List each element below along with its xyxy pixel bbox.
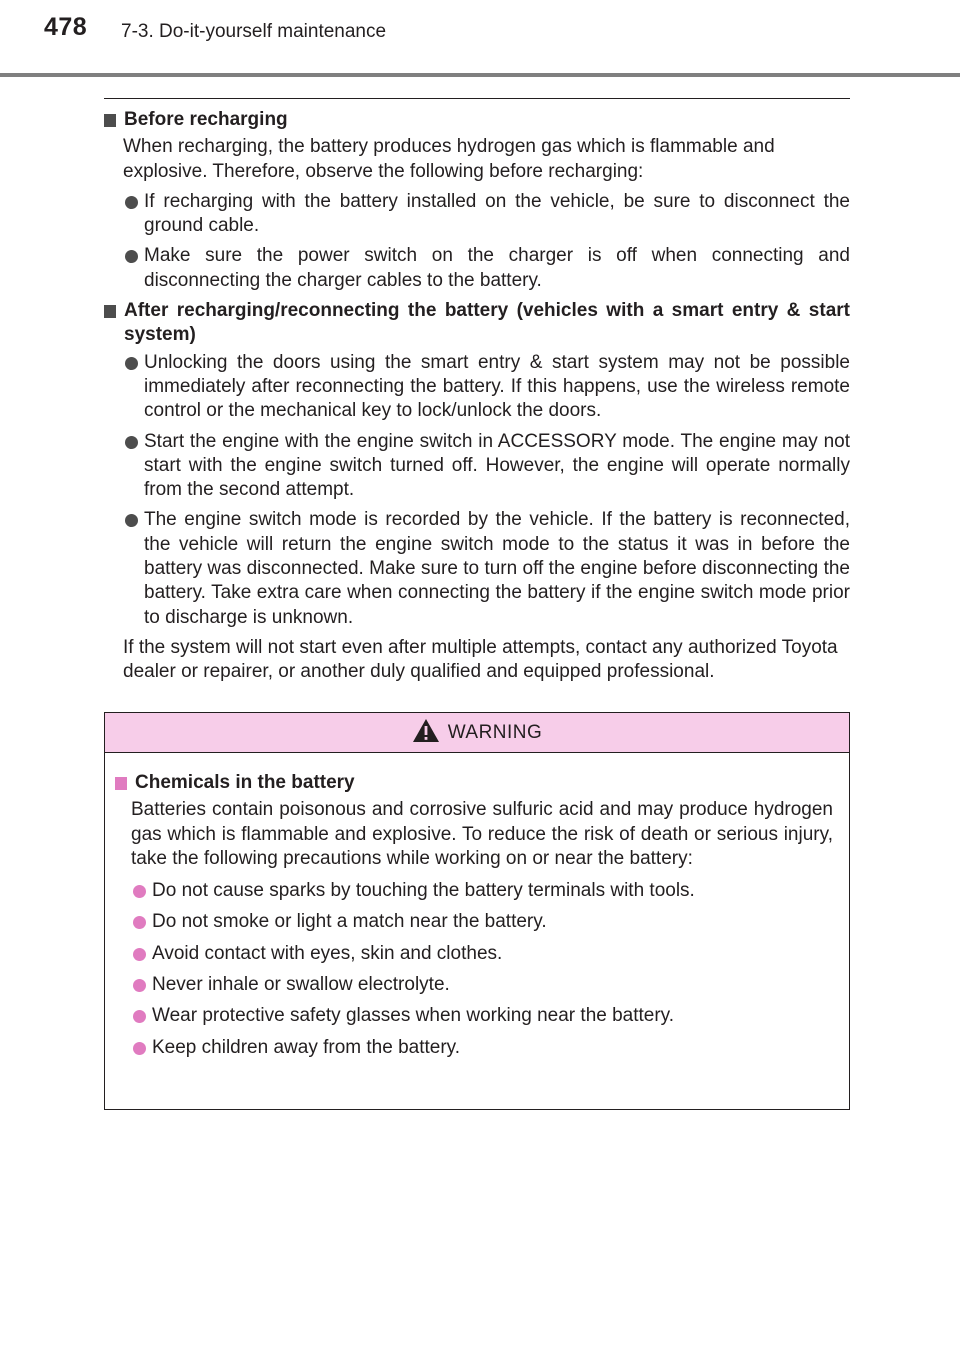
warning-body	[105, 753, 849, 1060]
circle-bullet-icon	[133, 1042, 146, 1055]
list-item	[104, 244, 850, 293]
header-rule	[0, 73, 960, 77]
section-title: 7-3. Do-it-yourself maintenance	[121, 21, 387, 42]
circle-bullet-icon	[133, 979, 146, 992]
after-note: If the system will not start even after multiple attempts, contact any authorized Toyota dealer or repairer, or another duly qualified and equipped professional.	[123, 636, 838, 683]
after-title: After recharging/reconnecting the battery (vehicles with a smart entry & start system)	[124, 300, 850, 346]
list-item	[115, 973, 833, 997]
circle-bullet-icon	[133, 916, 146, 929]
list-item-text: Unlocking the doors using the smart entry & start system may not be possible immediately after reconnecting the battery. If this happens, use the wireless remote control or the mechanical key to lock/unlock the doors.	[144, 351, 850, 422]
square-bullet-icon	[115, 777, 127, 790]
list-item	[115, 1004, 833, 1028]
circle-bullet-icon	[125, 357, 138, 370]
list-item-text: Avoid contact with eyes, skin and clothes.	[152, 942, 503, 964]
list-item-text: Do not smoke or light a match near the battery.	[152, 911, 547, 933]
square-bullet-icon	[104, 114, 116, 127]
circle-bullet-icon	[125, 436, 138, 449]
list-item	[115, 910, 833, 934]
warning-header	[105, 713, 849, 753]
list-item-text: The engine switch mode is recorded by the vehicle. If the battery is reconnected, the vehicle will return the engine switch mode to the status it was in before the battery was disconnected. Make sure to turn off the engine before disconnecting the battery. Take extra care when connecting the battery if the engine switch mode prior to discharge is unknown.	[144, 509, 850, 628]
list-item-text: Keep children away from the battery.	[152, 1036, 461, 1058]
before-intro: When recharging, the battery produces hydrogen gas which is flammable and explosive. Therefore, observe the following before recharging:	[123, 136, 775, 182]
warning-box	[104, 712, 850, 1110]
page-number: 478	[44, 13, 88, 41]
list-item-text: Make sure the power switch on the charger is off when connecting and disconnecting the charger cables to the battery.	[144, 245, 850, 291]
square-bullet-icon	[104, 305, 116, 318]
circle-bullet-icon	[133, 1010, 146, 1023]
after-heading	[104, 299, 850, 348]
circle-bullet-icon	[125, 514, 138, 527]
main-content	[104, 108, 850, 691]
list-item-text: If recharging with the battery installed on the vehicle, be sure to disconnect the ground cable.	[144, 190, 850, 237]
warning-triangle-icon	[412, 718, 440, 743]
list-item-text: Never inhale or swallow electrolyte.	[152, 974, 450, 996]
circle-bullet-icon	[133, 948, 146, 961]
warning-title: Chemicals in the battery	[135, 772, 355, 793]
list-item	[115, 1036, 833, 1060]
list-item-text: Wear protective safety glasses when working near the battery.	[152, 1005, 675, 1027]
list-item	[104, 430, 850, 503]
list-item	[104, 351, 850, 424]
list-item-text: Start the engine with the engine switch in ACCESSORY mode. The engine may not start with the engine switch turned off. However, the engine will operate normally from the second attempt.	[144, 430, 850, 501]
list-item	[104, 190, 850, 239]
circle-bullet-icon	[133, 885, 146, 898]
before-title: Before recharging	[124, 109, 288, 130]
warning-heading	[115, 771, 833, 795]
content-rule	[104, 98, 850, 99]
list-item	[115, 879, 833, 903]
list-item	[104, 508, 850, 629]
list-item-text: Do not cause sparks by touching the battery terminals with tools.	[152, 880, 695, 902]
before-heading	[104, 108, 850, 132]
warning-intro: Batteries contain poisonous and corrosive sulfuric acid and may produce hydrogen gas which is flammable and explosive. To reduce the risk of death or serious injury, take the following precautions while working on or near the battery:	[131, 799, 833, 869]
list-item	[115, 942, 833, 966]
circle-bullet-icon	[125, 196, 138, 209]
warning-label: WARNING	[447, 721, 543, 743]
circle-bullet-icon	[125, 250, 138, 263]
